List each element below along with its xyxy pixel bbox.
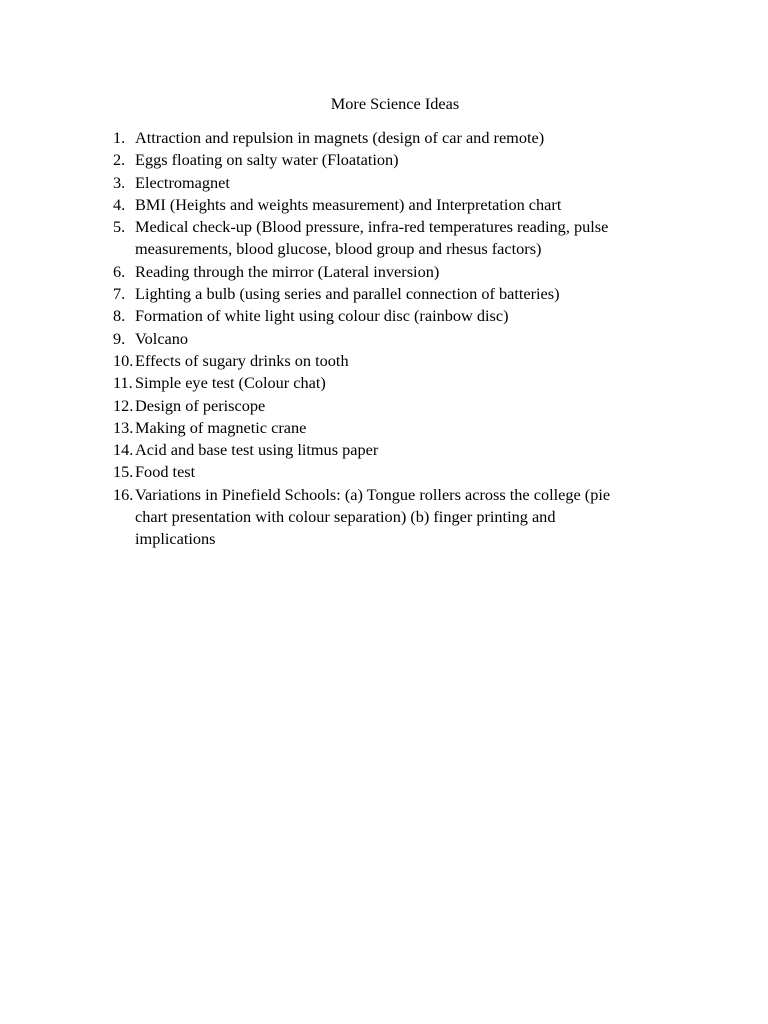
list-item-number: 10. bbox=[113, 350, 134, 370]
list-item-text: Design of periscope bbox=[135, 395, 266, 415]
list-item-continuation: measurements, blood glucose, blood group and rhesus factors) bbox=[135, 239, 542, 259]
list-item-number: 2. bbox=[113, 150, 126, 170]
list-item-text: Electromagnet bbox=[135, 172, 230, 192]
list-item-number: 12. bbox=[113, 395, 134, 415]
list-item-number: 15. bbox=[113, 462, 134, 482]
list-item-continuation: implications bbox=[135, 529, 216, 549]
list-item-text: Attraction and repulsion in magnets (design of car and remote) bbox=[135, 128, 545, 147]
list-item bbox=[113, 261, 673, 283]
list-item-text: Food test bbox=[135, 462, 196, 482]
list-item-number: 16. bbox=[113, 484, 134, 504]
list-item bbox=[113, 372, 673, 394]
list-item-number: 5. bbox=[113, 217, 126, 237]
list-item-number: 11. bbox=[113, 373, 133, 393]
list-item-number: 9. bbox=[113, 328, 126, 348]
list-item bbox=[113, 127, 673, 149]
page-title: More Science Ideas bbox=[330, 94, 460, 113]
list-item-number: 4. bbox=[113, 194, 126, 214]
list-item-number: 14. bbox=[113, 440, 134, 460]
list-item-text: Medical check-up (Blood pressure, infra-red temperatures reading, pulse bbox=[135, 217, 609, 237]
list-item bbox=[113, 172, 673, 194]
list-item-text: Acid and base test using litmus paper bbox=[135, 440, 379, 460]
list-item-text: BMI (Heights and weights measurement) and Interpretation chart bbox=[135, 194, 562, 214]
list-item bbox=[113, 461, 673, 483]
list-item-number: 8. bbox=[113, 306, 126, 326]
list-item bbox=[113, 417, 673, 439]
list-item-number: 7. bbox=[113, 284, 126, 304]
list-item-number: 1. bbox=[113, 128, 126, 147]
list-item bbox=[113, 216, 673, 261]
list-item-text: Lighting a bulb (using series and parallel connection of batteries) bbox=[135, 284, 560, 304]
list-item bbox=[113, 283, 673, 305]
list-item bbox=[113, 484, 673, 551]
list-item-number: 3. bbox=[113, 172, 126, 192]
list-item-continuation: chart presentation with colour separation) (b) finger printing and bbox=[135, 507, 556, 527]
list-item-text: Variations in Pinefield Schools: (a) Tongue rollers across the college (pie bbox=[135, 484, 611, 504]
list-item-text: Formation of white light using colour disc (rainbow disc) bbox=[135, 306, 509, 326]
list-item bbox=[113, 194, 673, 216]
list-item-number: 13. bbox=[113, 417, 134, 437]
list-item bbox=[113, 439, 673, 461]
list-item bbox=[113, 305, 673, 327]
list-item-text: Simple eye test (Colour chat) bbox=[135, 373, 326, 393]
list-item-text: Effects of sugary drinks on tooth bbox=[135, 350, 349, 370]
list-item bbox=[113, 395, 673, 417]
list-item-number: 6. bbox=[113, 261, 126, 281]
list-item bbox=[113, 328, 673, 350]
science-ideas-list bbox=[113, 127, 673, 551]
list-item bbox=[113, 350, 673, 372]
list-item bbox=[113, 149, 673, 171]
list-item-text: Eggs floating on salty water (Floatation) bbox=[135, 150, 399, 170]
list-item-text: Reading through the mirror (Lateral inversion) bbox=[135, 261, 440, 281]
list-item-text: Making of magnetic crane bbox=[135, 417, 307, 437]
list-item-text: Volcano bbox=[135, 328, 189, 348]
